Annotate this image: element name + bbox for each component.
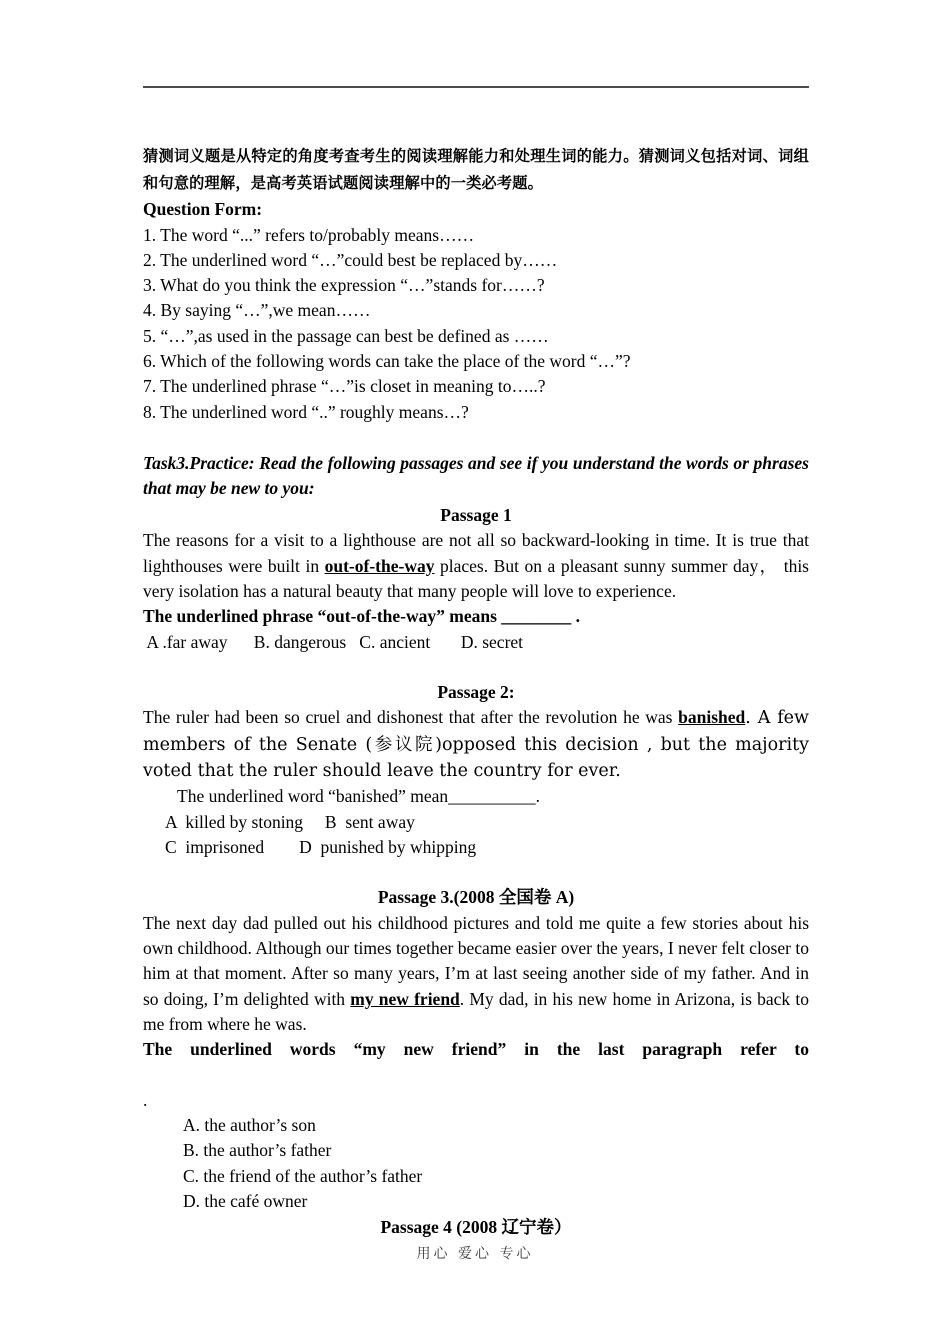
passage-1-body: [143, 528, 809, 604]
passage-1-body-before: The reasons for a visit to a lighthouse are not all so backward-looking in time. It is true that lighthouses were built in: [143, 530, 809, 576]
passage-4-heading: Passage 4 (2008 辽宁卷）: [380, 1217, 572, 1238]
passage-3-question-tail: .: [143, 1089, 148, 1110]
passage-1-options: A .far away B. dangerous C. ancient D. secret: [143, 631, 524, 652]
passage-2-body-before: The ruler had been so cruel and dishonest that after the revolution he was: [143, 707, 679, 728]
passage-2-body-after: . A few members of the Senate (参议院)opposed this decision , but the majority voted that the ruler should leave the country for ever.: [143, 708, 810, 781]
passage-2-body: [143, 705, 809, 784]
question-form-item-3: 3. What do you think the expression “…”stands for……?: [143, 275, 545, 296]
passage-3-option-d: D. the café owner: [183, 1190, 308, 1211]
passage-3-body-after: . My dad, in his new home in Arizona, is back to me from where he was.: [143, 988, 809, 1034]
question-form-item-4: 4. By saying “…”,we mean……: [143, 300, 371, 321]
question-form-list: [143, 223, 809, 425]
passage-3-option-c: C. the friend of the author’s father: [183, 1165, 423, 1186]
question-form-item-8: 8. The underlined word “..” roughly means…?: [143, 401, 469, 422]
passage-3-question: The underlined words “my new friend” in the last paragraph refer to: [143, 1039, 809, 1060]
passage-1-heading: Passage 1: [440, 504, 512, 525]
question-form-title: Question Form:: [143, 199, 263, 219]
question-form-item-5: 5. “…”,as used in the passage can best be defined as ……: [143, 325, 549, 346]
passage-3-option-b: B. the author’s father: [183, 1140, 332, 1161]
passage-3-heading: Passage 3.(2008 全国卷 A): [377, 887, 575, 908]
passage-2-options-line-1: A killed by stoning B sent away: [165, 811, 415, 832]
header-rule-divider: [143, 86, 809, 88]
task3-practice-heading: Task3.Practice: Read the following passages and see if you understand the words or phrases that may be new to you:: [143, 452, 809, 499]
question-form-item-7: 7. The underlined phrase “…”is closet in meaning to…..?: [143, 376, 546, 397]
passage-3-body: [143, 911, 809, 1037]
question-form-item-6: 6. Which of the following words can take the place of the word “…”?: [143, 350, 631, 371]
page-footer: 用心 爱心 专心: [416, 1246, 534, 1262]
document-content: [143, 143, 809, 1241]
passage-2-heading: Passage 2:: [437, 681, 515, 702]
passage-3-body-before: The next day dad pulled out his childhood pictures and told me quite a few stories about his own childhood. Although our times together became easier over the years, I never felt closer to him at that moment. After so many years, I’m at last seeing another side of my father. And in so doing, I’m delighted with: [143, 912, 809, 1009]
passage-1-question: The underlined phrase “out-of-the-way” means ________ .: [143, 606, 581, 627]
intro-paragraph: 猜测词义题是从特定的角度考查考生的阅读理解能力和处理生词的能力。猜测词义包括对词、词组和句意的理解，是高考英语试题阅读理解中的一类必考题。: [143, 147, 809, 192]
question-form-item-1: 1. The word “...” refers to/probably means……: [143, 224, 475, 245]
passage-1-body-after: places. But on a pleasant sunny summer day， this very isolation has a natural beauty that many people will love to experience.: [143, 555, 809, 601]
passage-2-underlined-term: banished: [678, 707, 746, 728]
question-form-item-2: 2. The underlined word “…”could best be replaced by……: [143, 249, 558, 270]
passage-2-options-line-2: C imprisoned D punished by whipping: [165, 836, 477, 857]
passage-1-underlined-term: out-of-the-way: [324, 555, 435, 576]
passage-2-question: The underlined word “banished” mean__________.: [177, 786, 541, 807]
passage-3-underlined-term: my new friend: [350, 988, 460, 1009]
passage-3-option-a: A. the author’s son: [183, 1115, 316, 1136]
